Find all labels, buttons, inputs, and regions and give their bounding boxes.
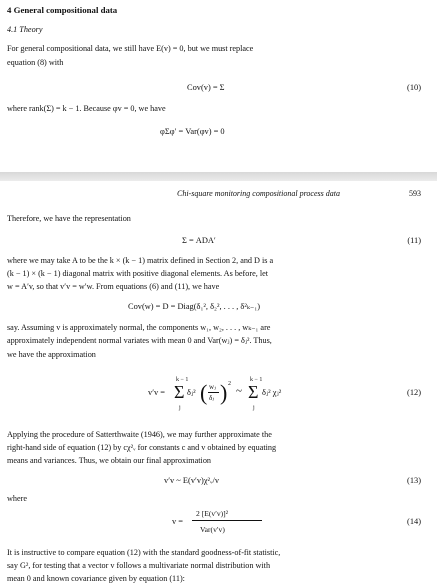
sum-upper-limit: k − 1 [176,377,189,383]
paragraph-line: where rank(Σ) = k − 1. Because φv = 0, we have [7,104,166,113]
equation-11: Σ = ADA′ [182,236,216,245]
running-head: Chi-square monitoring compositional process data [177,189,340,198]
eq12-term1: δⱼ² [187,388,196,397]
left-paren: ( [200,380,208,405]
paragraph-line: right-hand side of equation (12) by cχ²ᵥ for constants c and v obtained by equating [7,443,277,452]
paragraph-line: equation (8) with [7,58,64,67]
page-number: 593 [409,189,421,198]
sum-symbol: Σ [248,382,259,402]
frac-denominator: δⱼ [209,394,215,402]
equation-cov: Cov(w) = D = Diag(δ₁², δ₂², . . . , δ²ₖ₋₁) [128,302,261,311]
sum-lower-limit: j [179,405,181,411]
equation-number: (11) [407,236,421,245]
paragraph-line: It is instructive to compare equation (12) with the standard goodness-of-fit statistic, [7,548,281,557]
section-heading: 4 General compositional data [7,5,118,15]
paragraph-line: Applying the procedure of Satterthwaite (1946), we may further approximate the [7,430,272,439]
equation-10: Cov(v) = Σ [187,83,225,92]
equation-13: v′v ~ E(v′v)χ²ᵥ/v [164,476,220,485]
paragraph-line: say G², for testing that a vector v follows a multivariate normal distribution with [7,561,271,570]
tilde: ~ [236,385,242,397]
sum-lower-limit: j [253,405,255,411]
equation-number: (12) [407,388,421,397]
paragraph-line: say. Assuming v is approximately normal, the components w₁, w₂, . . . , wₖ₋₁ are [7,323,271,332]
equation-number: (13) [407,476,421,485]
eq14-numerator: 2 [E(v′v)]² [196,509,228,518]
subsection-heading: 4.1 Theory [7,25,43,34]
paragraph-line: mean 0 and known covariance given by equation (11): [7,574,185,583]
eq12-term2: δⱼ² χⱼ² [262,388,282,397]
fraction-bar [192,520,262,521]
paragraph-line: where [7,494,28,503]
equation-number: (14) [407,517,421,526]
paragraph-line: where we may take A to be the k × (k − 1) matrix defined in Section 2, and D is a [7,256,274,265]
equation-unnumbered: φΣφ′ = Var(φv) = 0 [160,127,225,136]
page-separator [0,172,437,181]
eq14-lhs: v = [172,517,184,526]
equation-12 [148,371,328,415]
frac-numerator: wⱼ [209,383,216,391]
paragraph-line: w = A′v, so that v′v = w′w. From equations (6) and (11), we have [7,282,220,291]
sum-upper-limit: k − 1 [250,377,263,383]
exponent: 2 [228,381,231,387]
fraction-bar [208,392,219,393]
paragraph-line: (k − 1) × (k − 1) diagonal matrix with positive diagonal elements. As before, let [7,269,269,278]
sum-symbol: Σ [174,382,185,402]
paragraph-line: Therefore, we have the representation [7,214,131,223]
paragraph-line: For general compositional data, we still have E(v) = 0, but we must replace [7,44,254,53]
eq12-lhs: v′v = [148,388,166,397]
right-paren: ) [220,380,228,405]
paragraph-line: we have the approximation [7,350,96,359]
paragraph-line: means and variances. Thus, we obtain our final approximation [7,456,212,465]
paragraph-line: approximately independent normal variates with mean 0 and Var(wⱼ) = δⱼ². Thus, [7,336,272,345]
eq14-denominator: Var(v′v) [200,525,225,534]
equation-number: (10) [407,83,421,92]
